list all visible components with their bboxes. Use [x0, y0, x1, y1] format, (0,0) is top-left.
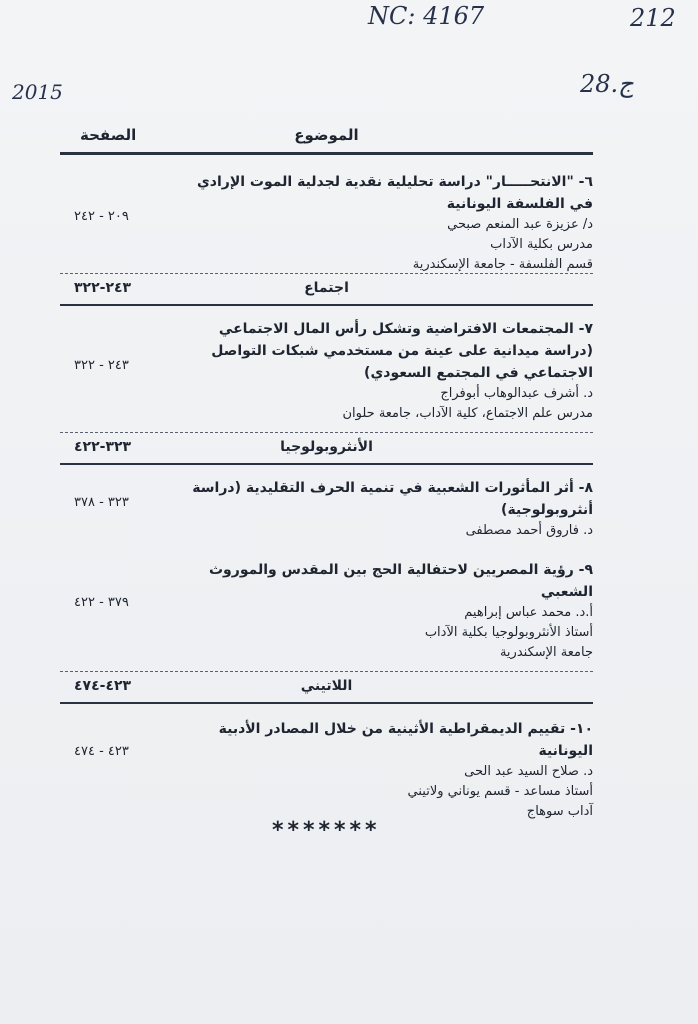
- entry-title: ٧- المجتمعات الافتراضية وتشكل رأس المال الاجتماعي (دراسة ميدانية على عينة من مستخدمي شبكات التواصل الاجتماعي في المجتمع السعودي): [211, 321, 593, 381]
- entry-affiliation: أستاذ مساعد - قسم يوناني ولاتيني: [407, 784, 593, 799]
- entry-title: ١٠- تقييم الديمقراطية الأثينية من خلال المصادر الأدبية اليونانية: [218, 721, 593, 759]
- toc-entry-group: [60, 465, 593, 672]
- section-header: [60, 672, 593, 704]
- entry-pages: ٤٢٣ - ٤٧٤: [74, 744, 129, 759]
- entry-pages: ٢٤٣ - ٣٢٢: [74, 358, 129, 373]
- entry-pages: ٢٠٩ - ٢٤٢: [74, 209, 129, 224]
- handwritten-year: 2015: [12, 80, 63, 104]
- toc-entry: [60, 306, 593, 433]
- section-range: ٣٢٣-٤٢٢: [74, 439, 132, 455]
- entry-title: ٨- أثر المأثورات الشعبية في تنمية الحرف التقليدية (دراسة أنثروبولوجية): [192, 480, 593, 518]
- section-range: ٢٤٣-٣٢٢: [74, 280, 132, 296]
- entry-author: د. صلاح السيد عبد الحى: [464, 764, 593, 779]
- entry-affiliation: قسم الفلسفة - جامعة الإسكندرية: [412, 257, 593, 272]
- end-stars: *******: [272, 818, 381, 843]
- entry-affiliation: آداب سوهاج: [526, 804, 593, 819]
- section-title: اجتماع: [304, 280, 349, 296]
- entry-author: د. فاروق أحمد مصطفى: [465, 523, 593, 538]
- table-of-contents: [60, 126, 593, 819]
- section-header: [60, 433, 593, 465]
- entry-number: ٨-: [578, 480, 593, 496]
- handwritten-ref: 28.ج: [580, 70, 634, 98]
- entry-number: ٦-: [578, 174, 593, 190]
- section-title: اللاتيني: [300, 678, 353, 694]
- handwritten-page-id: 212: [630, 4, 676, 32]
- entry-affiliation: جامعة الإسكندرية: [499, 645, 593, 660]
- entry-affiliation: مدرس بكلية الآداب: [490, 237, 593, 252]
- section-range: ٤٢٣-٤٧٤: [74, 678, 132, 694]
- toc-entry: [60, 155, 593, 274]
- entry-number: ٩-: [578, 562, 593, 578]
- entry-author: أ.د. محمد عباس إبراهيم: [464, 605, 593, 620]
- section-title: الأنثروبولوجيا: [280, 439, 373, 455]
- entry-affiliation: أستاذ الأنثروبولوجيا بكلية الآداب: [424, 625, 593, 640]
- topic-heading: الموضوع: [294, 126, 359, 144]
- entry-number: ١٠-: [570, 721, 593, 737]
- section-header: [60, 274, 593, 306]
- entry-author: د. أشرف عبدالوهاب أبوفراج: [440, 386, 593, 401]
- entry-number: ٧-: [578, 321, 593, 337]
- entry-pages: ٣٢٣ - ٣٧٨: [74, 495, 129, 510]
- entry-affiliation: مدرس علم الاجتماع، كلية الآداب، جامعة حلوان: [342, 406, 593, 421]
- toc-header: [60, 126, 593, 155]
- toc-entry: [60, 704, 593, 819]
- entry-title: ٩- رؤية المصريين لاحتفالية الحج بين المقدس والموروث الشعبي: [208, 562, 593, 600]
- page-heading: الصفحة: [80, 126, 137, 144]
- entry-pages: ٣٧٩ - ٤٢٢: [74, 595, 129, 610]
- entry-title: ٦- "الانتحـــــار" دراسة تحليلية نقدية لجدلية الموت الإرادي في الفلسفة اليونانية: [196, 174, 593, 212]
- handwritten-nc-number: NC: 4167: [368, 2, 485, 30]
- entry-author: د/ عزيزة عبد المنعم صبحي: [447, 217, 593, 232]
